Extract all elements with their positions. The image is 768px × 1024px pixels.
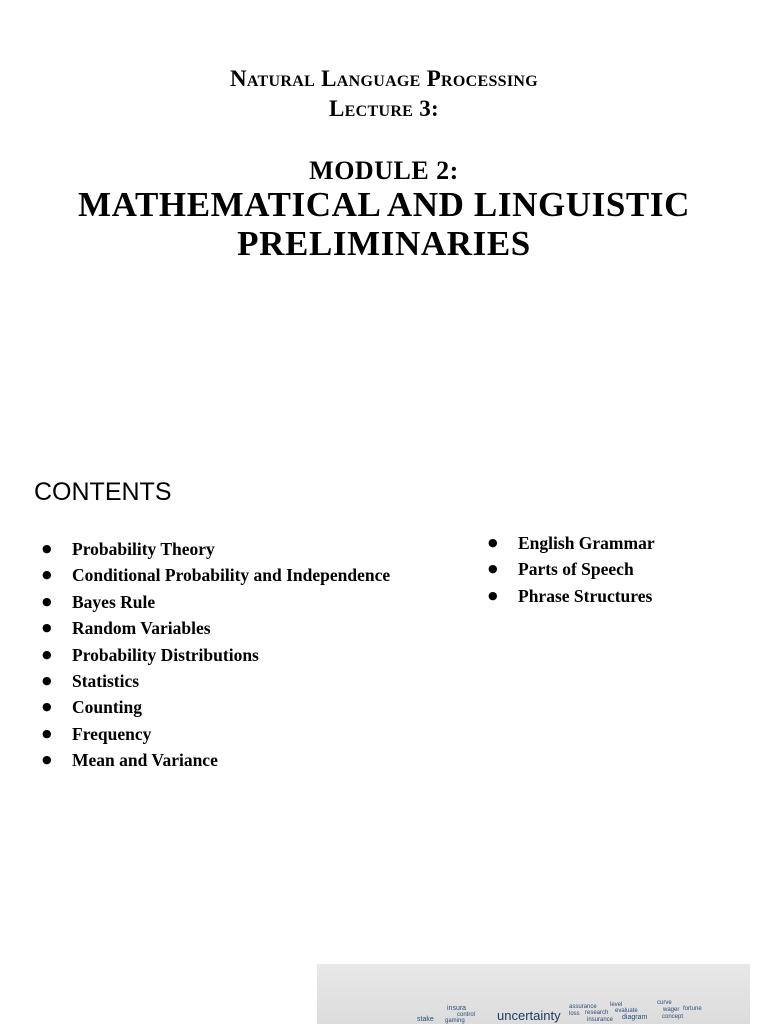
list-item-label: Mean and Variance	[72, 750, 218, 771]
list-item	[42, 747, 462, 773]
word-cloud-word: evaluate	[615, 1008, 638, 1014]
list-item-label: Phrase Structures	[518, 585, 653, 606]
list-item	[42, 642, 462, 668]
bullet-icon: ●	[42, 542, 52, 555]
list-item	[488, 583, 758, 609]
list-item	[42, 694, 462, 720]
list-item	[42, 536, 462, 562]
list-item	[42, 589, 462, 615]
word-cloud-word: gaming	[445, 1018, 465, 1024]
word-cloud-word: assurance	[569, 1004, 597, 1010]
list-item-label: Bayes Rule	[72, 591, 156, 612]
module-title-line-2: PRELIMINARIES	[237, 224, 531, 263]
bullet-icon: ●	[42, 753, 52, 767]
module-title-line-1: MATHEMATICAL AND LINGUISTIC	[78, 185, 690, 224]
contents-list-left	[42, 536, 462, 774]
list-item-label: Parts of Speech	[518, 559, 634, 580]
list-item-label: Frequency	[72, 723, 152, 744]
contents-list-right	[488, 530, 758, 609]
module-title	[0, 185, 768, 263]
word-cloud-word: insurance	[587, 1017, 614, 1023]
lecture-title: Lecture 3:	[329, 96, 439, 121]
list-item	[42, 721, 462, 747]
bullet-icon: ●	[488, 588, 498, 602]
list-item-label: Probability Theory	[72, 539, 215, 559]
word-cloud-word: concept	[662, 1014, 684, 1020]
contents-heading: CONTENTS	[34, 478, 172, 506]
bullet-icon: ●	[488, 536, 498, 549]
word-cloud-word: loss	[569, 1011, 580, 1017]
list-item	[488, 530, 758, 556]
bullet-icon: ●	[42, 726, 52, 740]
word-cloud-word: fortune	[683, 1006, 702, 1012]
list-item-label: Conditional Probability and Independence	[72, 565, 391, 586]
word-cloud-image	[317, 964, 750, 1024]
word-cloud-word: stake	[417, 1016, 434, 1023]
word-cloud-word: control	[457, 1012, 476, 1018]
bullet-icon: ●	[488, 562, 498, 576]
bullet-icon: ●	[42, 700, 52, 714]
word-cloud-word: diagram	[622, 1014, 648, 1021]
bullet-icon: ●	[42, 594, 52, 608]
bullet-icon: ●	[42, 621, 52, 635]
word-cloud-word: uncertainty	[497, 1008, 561, 1023]
word-cloud-word: curve	[657, 1000, 672, 1006]
list-item	[42, 615, 462, 641]
module-label: MODULE 2:	[309, 156, 459, 185]
word-cloud-word: level	[610, 1002, 623, 1008]
list-item	[488, 556, 758, 582]
word-cloud-word: research	[585, 1010, 609, 1016]
word-cloud-word: insura	[447, 1005, 467, 1012]
list-item-label: Statistics	[72, 670, 140, 691]
list-item-label: Counting	[72, 697, 143, 718]
list-item-label: Random Variables	[72, 618, 211, 639]
bullet-icon: ●	[42, 568, 52, 582]
word-cloud-word: wager	[663, 1007, 680, 1013]
list-item	[42, 562, 462, 588]
list-item-label: English Grammar	[518, 533, 655, 553]
course-title: Natural Language Processing	[229, 66, 538, 91]
bullet-icon: ●	[42, 647, 52, 661]
list-item	[42, 668, 462, 694]
list-item-label: Probability Distributions	[72, 644, 259, 665]
bullet-icon: ●	[42, 673, 52, 687]
